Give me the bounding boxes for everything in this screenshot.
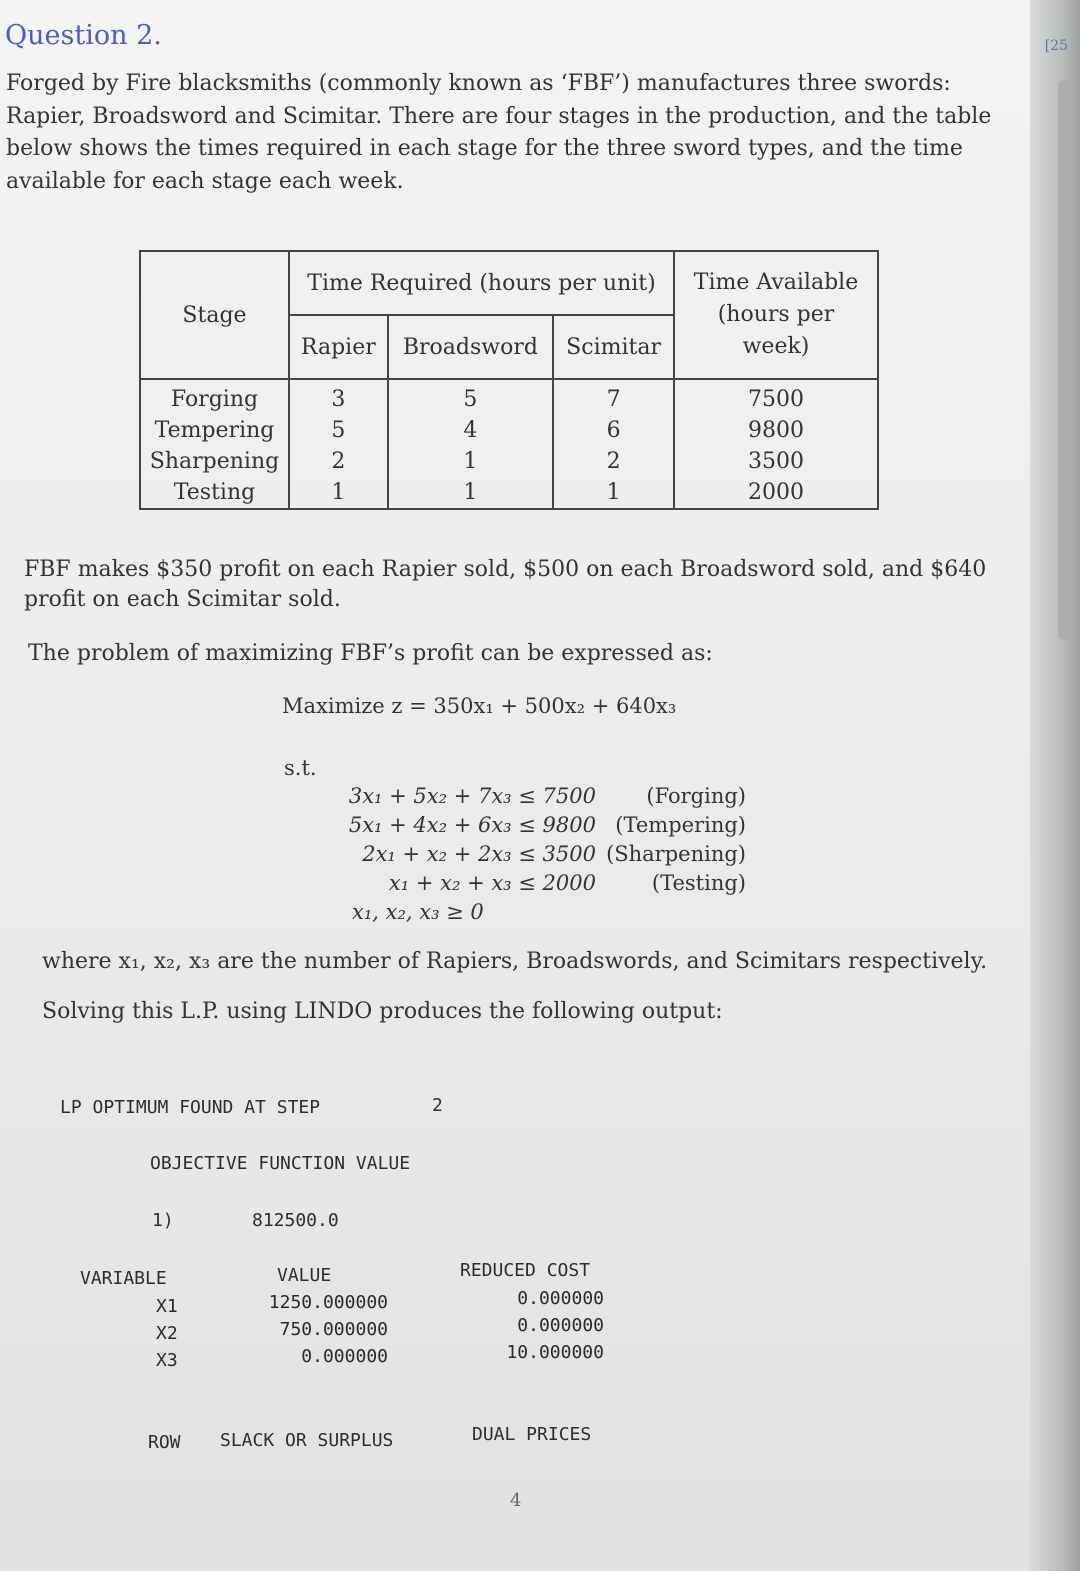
variable-column-header: VARIABLE bbox=[80, 1268, 167, 1289]
rapier-header: Rapier bbox=[289, 315, 388, 379]
broadsword-cell: 1 bbox=[388, 477, 554, 509]
variable-name: X1 bbox=[156, 1296, 178, 1317]
slack-column-header: SLACK OR SURPLUS bbox=[220, 1430, 394, 1451]
reduced-cost: 10.000000 bbox=[506, 1342, 604, 1363]
constraint-name: (Sharpening) bbox=[606, 842, 746, 866]
constraint-expression: 3x₁ + 5x₂ + 7x₃ ≤ 7500 bbox=[348, 784, 596, 808]
stage-cell: Forging bbox=[140, 379, 289, 415]
scimitar-header: Scimitar bbox=[553, 315, 674, 379]
problem-intro: The problem of maximizing FBF’s profit can be expressed as: bbox=[28, 641, 713, 666]
value-column-header: VALUE bbox=[277, 1265, 332, 1286]
table-row bbox=[140, 379, 878, 415]
constraint-row bbox=[338, 811, 746, 840]
variable-value: 1250.000000 bbox=[268, 1292, 388, 1313]
reduced-cost: 0.000000 bbox=[517, 1315, 604, 1336]
scimitar-cell: 1 bbox=[553, 477, 674, 509]
constraint-list bbox=[338, 782, 746, 927]
table-row bbox=[140, 415, 878, 446]
broadsword-cell: 1 bbox=[388, 446, 554, 477]
reduced-cost-column-header: REDUCED COST bbox=[460, 1260, 591, 1281]
scimitar-cell: 6 bbox=[553, 415, 674, 446]
variable-definition: where x₁, x₂, x₃ are the number of Rapiers, Broadswords, and Scimitars respectively. bbox=[42, 949, 988, 974]
edge-mark: [25 bbox=[1044, 38, 1068, 54]
objective-value: 812500.0 bbox=[252, 1210, 339, 1231]
objective-function: Maximize z = 350x₁ + 500x₂ + 640x₃ bbox=[282, 694, 677, 718]
variable-name: X2 bbox=[156, 1323, 178, 1344]
broadsword-cell: 4 bbox=[388, 415, 554, 446]
lp-optimum-text: LP OPTIMUM FOUND AT STEP bbox=[60, 1097, 321, 1118]
screen-edge bbox=[1030, 0, 1080, 1571]
constraint-name: (Forging) bbox=[646, 784, 746, 808]
constraint-row bbox=[338, 782, 746, 811]
stage-time-table bbox=[139, 250, 879, 510]
rapier-cell: 2 bbox=[289, 446, 388, 477]
scrollbar[interactable] bbox=[1058, 80, 1070, 640]
constraint-expression: 2x₁ + x₂ + 2x₃ ≤ 3500 bbox=[362, 842, 596, 866]
nonnegativity-constraint: x₁, x₂, x₃ ≥ 0 bbox=[352, 900, 484, 924]
time-available-header: Time Available (hours per week) bbox=[674, 251, 878, 379]
profit-paragraph: FBF makes $350 profit on each Rapier sold, $500 on each Broadsword sold, and $640 profit on each Scimitar sold. bbox=[24, 557, 987, 612]
dual-prices-column-header: DUAL PRICES bbox=[472, 1424, 592, 1445]
objective-row-label: 1) bbox=[152, 1210, 174, 1231]
broadsword-cell: 5 bbox=[388, 379, 554, 415]
available-cell: 9800 bbox=[674, 415, 878, 446]
constraint-expression: 5x₁ + 4x₂ + 6x₃ ≤ 9800 bbox=[348, 813, 596, 837]
rapier-cell: 3 bbox=[289, 379, 388, 415]
rapier-cell: 5 bbox=[289, 415, 388, 446]
solving-intro: Solving this L.P. using LINDO produces the following output: bbox=[42, 999, 723, 1024]
stage-cell: Sharpening bbox=[140, 446, 289, 477]
reduced-cost: 0.000000 bbox=[517, 1288, 604, 1309]
variable-name: X3 bbox=[156, 1350, 178, 1371]
scimitar-cell: 7 bbox=[553, 379, 674, 415]
intro-paragraph: Forged by Fire blacksmiths (commonly known as ‘FBF’) manufactures three swords: Rapier, Broadsword and Scimitar. There are four stages in the production, and the table below shows the times required in each stage for the three sword types, and the time available for each stage each week. bbox=[6, 71, 992, 194]
constraint-name: (Testing) bbox=[651, 871, 746, 895]
available-cell: 2000 bbox=[674, 477, 878, 509]
constraint-name: (Tempering) bbox=[615, 813, 746, 837]
constraint-row bbox=[338, 840, 746, 869]
objective-value-label: OBJECTIVE FUNCTION VALUE bbox=[150, 1153, 411, 1174]
constraint-row bbox=[338, 869, 746, 898]
table-row bbox=[140, 477, 878, 509]
variable-value: 750.000000 bbox=[279, 1319, 388, 1340]
question-title: Question 2. bbox=[5, 20, 162, 51]
rapier-cell: 1 bbox=[289, 477, 388, 509]
nonnegativity-row bbox=[338, 898, 746, 927]
stage-cell: Testing bbox=[140, 477, 289, 509]
table-row bbox=[140, 446, 878, 477]
stage-header: Stage bbox=[140, 251, 289, 379]
time-required-header: Time Required (hours per unit) bbox=[289, 251, 674, 315]
row-column-header: ROW bbox=[148, 1432, 181, 1453]
available-cell: 3500 bbox=[674, 446, 878, 477]
broadsword-header: Broadsword bbox=[388, 315, 554, 379]
constraint-expression: x₁ + x₂ + x₃ ≤ 2000 bbox=[388, 871, 596, 895]
stage-cell: Tempering bbox=[140, 415, 289, 446]
subject-to-label: s.t. bbox=[284, 756, 317, 780]
lp-step-number: 2 bbox=[432, 1095, 443, 1116]
variable-value: 0.000000 bbox=[301, 1346, 388, 1367]
page-number: 4 bbox=[510, 1490, 522, 1511]
available-cell: 7500 bbox=[674, 379, 878, 415]
scimitar-cell: 2 bbox=[553, 446, 674, 477]
